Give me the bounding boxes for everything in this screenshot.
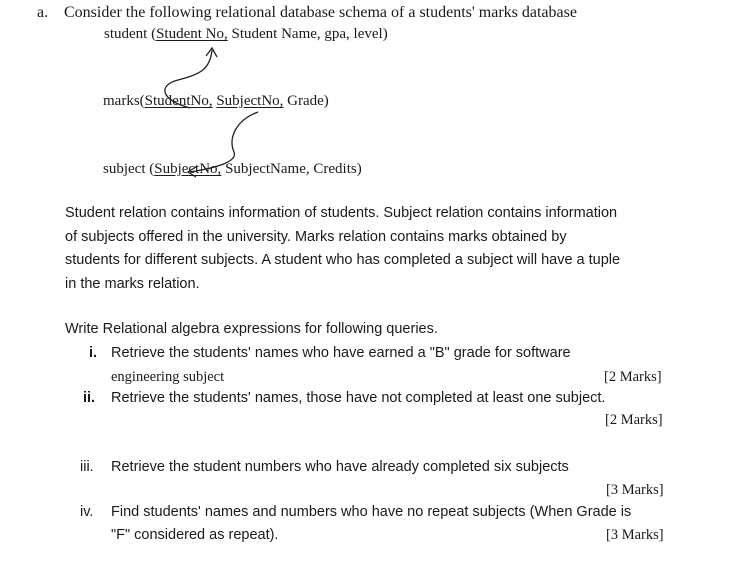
schema-marks-attrs: Grade) (283, 93, 329, 109)
schema-marks-name: marks( (103, 93, 145, 109)
schema-subject-name: subject ( (103, 161, 155, 177)
item-4-text-line-2: "F" considered as repeat). (111, 527, 279, 543)
item-1-number: i. (89, 345, 98, 361)
description-line-4: in the marks relation. (65, 276, 200, 292)
schema-subject-key: SubjectNo, (154, 161, 222, 177)
schema-marks-key-studentno: StudentNo, (144, 93, 213, 109)
item-2-number: ii. (83, 390, 96, 406)
schema-subject-attrs: SubjectName, Credits) (221, 161, 362, 177)
item-2-marks: [2 Marks] (605, 412, 663, 428)
item-1-text-line-2: engineering subject (111, 369, 225, 385)
schema-marks-key-subjectno: SubjectNo, (216, 93, 284, 109)
fk-arrow-studentno (165, 50, 212, 108)
description-line-2: of subjects offered in the university. Marks relation contains marks obtained by (65, 229, 567, 245)
item-3-number: iii. (80, 459, 94, 475)
item-1-marks: [2 Marks] (604, 369, 662, 385)
item-2-text-line-1: Retrieve the students' names, those have not completed at least one subject. (111, 390, 606, 406)
schema-student-key: Student No, (156, 26, 228, 42)
schema-student-name: student ( (104, 26, 157, 42)
item-4-text-line-1: Find students' names and numbers who have no repeat subjects (When Grade is (111, 504, 632, 520)
question-intro: Consider the following relational database schema of a students' marks database (64, 4, 577, 21)
item-3-text-line-1: Retrieve the student numbers who have already completed six subjects (111, 459, 569, 475)
question-label: a. (37, 4, 49, 21)
item-4-number: iv. (80, 504, 94, 520)
item-4-marks: [3 Marks] (606, 527, 664, 543)
item-1-text-line-1: Retrieve the students' names who have earned a "B" grade for software (111, 345, 571, 361)
schema-student-attrs: Student Name, gpa, level) (227, 26, 388, 42)
fk-arrow-subjectno (190, 112, 258, 172)
task-heading: Write Relational algebra expressions for following queries. (65, 321, 438, 337)
description-line-1: Student relation contains information of students. Subject relation contains information (65, 205, 618, 221)
description-line-3: students for different subjects. A student who has completed a subject will have a tuple (65, 252, 621, 268)
item-3-marks: [3 Marks] (606, 482, 664, 498)
